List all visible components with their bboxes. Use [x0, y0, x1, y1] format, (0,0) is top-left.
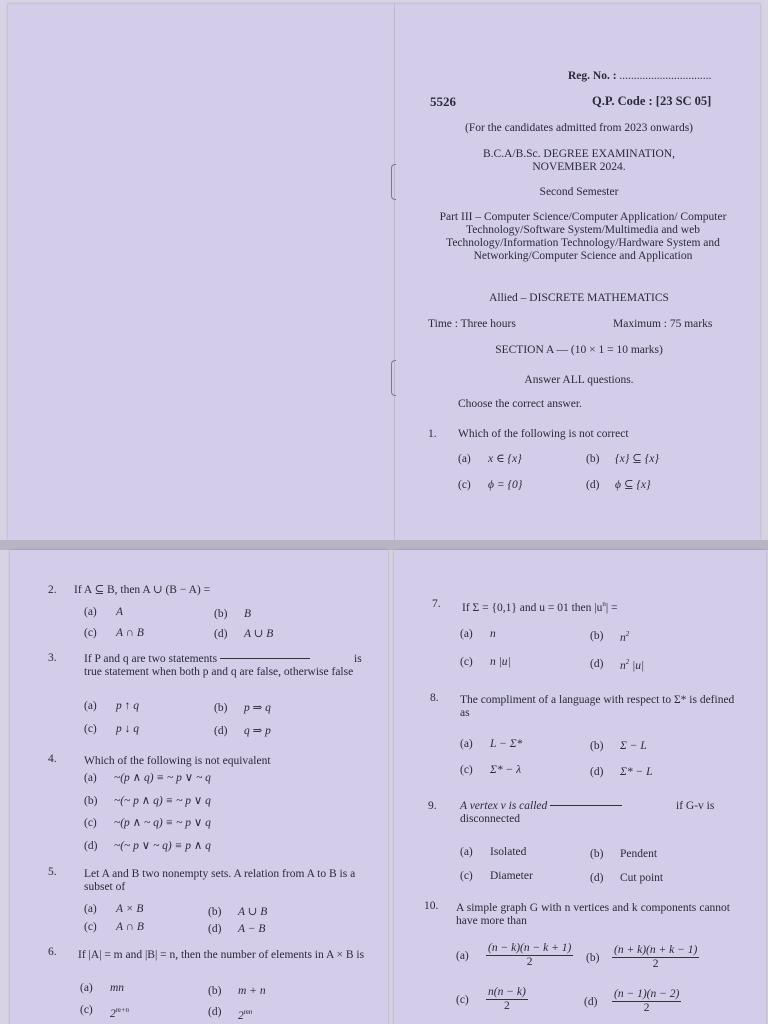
option-b: ~(~ p ∧ q) ≡ ~ p ∨ q [114, 795, 211, 807]
option-d: ϕ ⊆ {x} [615, 479, 651, 491]
subject-title: Allied – DISCRETE MATHEMATICS [489, 292, 669, 304]
option-a: p ↑ q [116, 700, 139, 712]
semester: Second Semester [539, 186, 619, 198]
option-a: ~(p ∧ q) ≡ ~ p ∨ ~ q [114, 772, 211, 784]
option-a: mn [110, 982, 125, 994]
option-d-label: (d) [584, 996, 598, 1008]
option-a: A [116, 606, 124, 618]
question-number: 5. [48, 866, 57, 878]
max-marks: Maximum : 75 marks [613, 318, 713, 330]
option-d-label: (d) [586, 479, 600, 491]
option-b-label: (b) [590, 848, 604, 860]
question-number: 6. [48, 946, 57, 958]
option-d: A − B [238, 923, 266, 935]
option-a: x ∈ {x} [488, 453, 522, 465]
page-gutter [394, 4, 395, 540]
staple-mark [391, 360, 396, 396]
option-d: ~(~ p ∨ ~ q) ≡ p ∧ q [114, 840, 211, 852]
page-fold [0, 540, 768, 550]
option-c-label: (c) [84, 817, 97, 829]
question-number: 2. [48, 584, 57, 596]
option-c: ~(p ∧ ~ q) ≡ ~ p ∨ q [114, 817, 211, 829]
option-b: Pendent [620, 848, 658, 860]
option-d-label: (d) [214, 725, 228, 737]
option-d-label: (d) [590, 658, 604, 670]
option-b-label: (b) [84, 795, 98, 807]
question-text-cont: if G-v is disconnected [460, 800, 715, 825]
option-a-label: (a) [80, 982, 93, 994]
option-a-label: (a) [456, 950, 469, 962]
question-number: 9. [428, 800, 437, 812]
exam-page-bottom-right [394, 550, 766, 1024]
option-b-label: (b) [586, 952, 600, 964]
option-a-label: (a) [84, 606, 97, 618]
question-text: A simple graph G with n vertices and k components cannot have more than [456, 902, 730, 927]
option-a-label: (a) [460, 628, 473, 640]
option-c: A ∩ B [116, 627, 144, 639]
option-b: A ∪ B [238, 906, 268, 918]
option-b: p ⇒ q [244, 702, 271, 714]
part-description: Part III – Computer Science/Computer Application/ Computer Technology/Software System/Multimedia and web Technology/Information Technology/Hardware System and Networking/Computer Science and Application [439, 211, 727, 262]
choose-instruction: Choose the correct answer. [458, 398, 582, 410]
degree-title: B.C.A/B.Sc. DEGREE EXAMINATION, [483, 148, 675, 160]
question-text: Which of the following is not correct [458, 428, 629, 440]
option-c: ϕ = {0} [488, 479, 523, 491]
option-c-label: (c) [80, 1004, 93, 1016]
question-text-cont: is true statement when both p and q are false, otherwise false [84, 653, 362, 678]
question-number: 4. [48, 753, 57, 765]
staple-mark [391, 164, 396, 200]
option-d: q ⇒ p [244, 725, 271, 737]
option-d-label: (d) [214, 628, 228, 640]
option-c: Σ* − λ [490, 764, 522, 776]
time-allowed: Time : Three hours [428, 318, 516, 330]
option-d: Cut point [620, 872, 664, 884]
option-a-label: (a) [460, 738, 473, 750]
option-d: Σ* − L [620, 766, 653, 778]
option-c: Diameter [490, 870, 533, 882]
option-b-label: (b) [214, 608, 228, 620]
option-d-label: (d) [590, 872, 604, 884]
option-c-label: (c) [460, 870, 473, 882]
option-a-label: (a) [84, 700, 97, 712]
section-heading: SECTION A — (10 × 1 = 10 marks) [495, 344, 663, 356]
option-c-label: (c) [84, 627, 97, 639]
option-a: n [490, 628, 496, 640]
option-a-label: (a) [84, 903, 97, 915]
question-text: Let A and B two nonempty sets. A relation from A to B is a subset of [84, 868, 356, 893]
option-c: $\frac{n(n - k)}{2}$ [488, 986, 526, 1012]
option-a: L − Σ* [490, 738, 523, 750]
qp-code: Q.P. Code : [23 SC 05] [592, 94, 712, 108]
option-a-label: (a) [458, 453, 471, 465]
option-a: $\frac{(n - k)(n - k + 1)}{2}$ [488, 942, 572, 968]
question-number: 10. [424, 900, 439, 912]
option-d-label: (d) [590, 766, 604, 778]
question-text: The compliment of a language with respect to Σ* is defined as [460, 694, 735, 719]
question-text: Which of the following is not equivalent [84, 755, 271, 767]
option-c-label: (c) [84, 723, 97, 735]
option-c: $2^{m+n}$ [110, 1006, 130, 1020]
option-b-label: (b) [208, 985, 222, 997]
answer-instruction: Answer ALL questions. [524, 374, 634, 386]
exam-session: NOVEMBER 2024. [532, 161, 626, 173]
option-b: {x} ⊆ {x} [615, 453, 659, 465]
option-b: m + n [238, 985, 266, 997]
option-d-label: (d) [208, 1006, 222, 1018]
option-d: A ∪ B [244, 628, 274, 640]
option-b-label: (b) [590, 630, 604, 642]
question-number: 8. [430, 692, 439, 704]
reg-no-label: Reg. No. : ................................ [568, 70, 712, 82]
exam-page-top [8, 4, 760, 540]
question-number: 3. [48, 652, 57, 664]
option-d-label: (d) [208, 923, 222, 935]
option-c: A ∩ B [116, 921, 144, 933]
exam-page-bottom-left [10, 550, 388, 1024]
option-a-label: (a) [84, 772, 97, 784]
option-a: Isolated [490, 846, 527, 858]
option-b-label: (b) [590, 740, 604, 752]
question-text: If |A| = m and |B| = n, then the number of elements in A × B is [78, 949, 365, 961]
option-c-label: (c) [84, 921, 97, 933]
option-b: $n^2$ [620, 630, 630, 644]
option-b-label: (b) [586, 453, 600, 465]
question-text: If P and q are two statements [84, 653, 218, 665]
option-c: n |u| [490, 656, 511, 668]
option-c-label: (c) [460, 764, 473, 776]
option-b: $\frac{(n + k)(n + k - 1)}{2}$ [614, 944, 698, 970]
question-number: 1. [428, 428, 437, 440]
option-c-label: (c) [456, 994, 469, 1006]
question-text: A vertex v is called [460, 800, 622, 813]
option-b: Σ − L [620, 740, 647, 752]
question-text: If Σ = {0,1} and u = 01 then $|u^n|$ = [462, 600, 618, 614]
option-d: $2^{mn}$ [238, 1008, 253, 1022]
option-a: A × B [116, 903, 144, 915]
question-text: If A ⊆ B, then A ∪ (B − A) = [74, 584, 211, 596]
option-c-label: (c) [458, 479, 471, 491]
option-d: $n^2$ |u| [620, 658, 645, 672]
option-d-label: (d) [84, 840, 98, 852]
option-b: B [244, 608, 252, 620]
question-number: 7. [432, 598, 441, 610]
option-d: $\frac{(n - 1)(n - 2)}{2}$ [614, 988, 680, 1014]
candidates-note: (For the candidates admitted from 2023 onwards) [464, 122, 694, 134]
option-b-label: (b) [208, 906, 222, 918]
option-a-label: (a) [460, 846, 473, 858]
option-c: p ↓ q [116, 723, 139, 735]
option-c-label: (c) [460, 656, 473, 668]
paper-code: 5526 [430, 94, 456, 109]
option-b-label: (b) [214, 702, 228, 714]
